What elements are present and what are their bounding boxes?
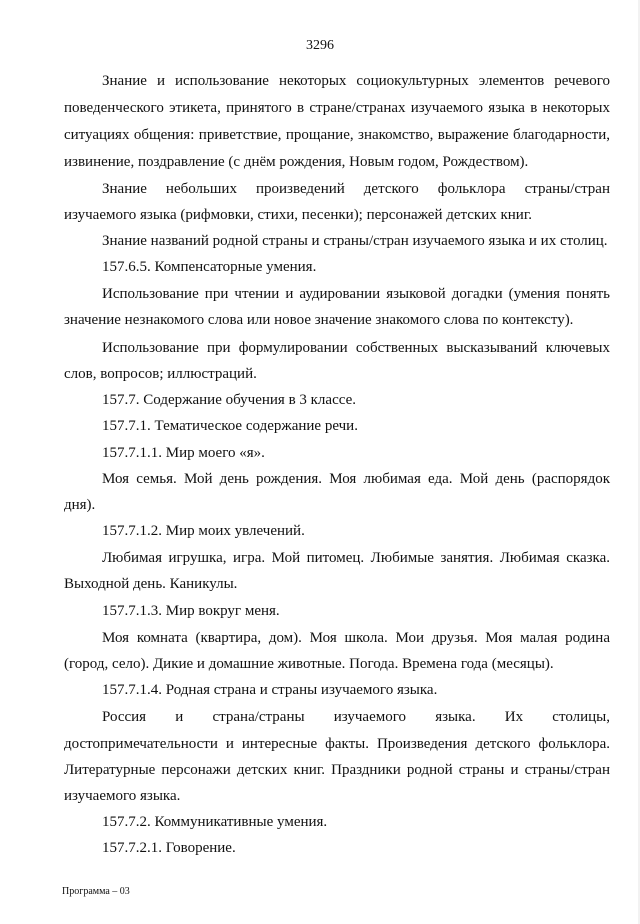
paragraph-line: Знание названий родной страны и страны/стран изучаемого языка и их столиц.	[102, 233, 608, 249]
paragraph-line: Любимая игрушка, игра. Мой питомец. Любимые занятия. Любимая сказка.	[102, 550, 610, 566]
paragraph-line: Знание и использование некоторых социокультурных элементов речевого	[102, 73, 610, 89]
paragraph-line: изучаемого языка.	[64, 788, 181, 804]
paragraph-line: ситуациях общения: приветствие, прощание, знакомство, выражение благодарности,	[64, 127, 610, 143]
paragraph-line: значение незнакомого слова или новое значение знакомого слова по контексту).	[64, 312, 574, 328]
paragraph-line: поведенческого этикета, принятого в стране/странах изучаемого языка в некоторых	[64, 100, 610, 116]
section-heading: 157.7.2. Коммуникативные умения.	[102, 814, 328, 830]
section-heading: 157.7. Содержание обучения в 3 классе.	[102, 392, 356, 408]
page-number: 3296	[306, 38, 334, 53]
paragraph-line: извинение, поздравление (с днём рождения, Новым годом, Рождеством).	[64, 154, 529, 170]
paragraph-line: Знание небольших произведений детского фольклора страны/стран	[102, 181, 610, 197]
section-heading: 157.7.1.2. Мир моих увлечений.	[102, 523, 305, 539]
paragraph-line: Использование при формулировании собственных высказываний ключевых	[102, 340, 610, 356]
section-heading: 157.6.5. Компенсаторные умения.	[102, 259, 317, 275]
section-heading: 157.7.1. Тематическое содержание речи.	[102, 418, 358, 434]
paragraph-line: (город, село). Дикие и домашние животные. Погода. Времена года (месяцы).	[64, 656, 554, 672]
paragraph-line: дня).	[64, 497, 96, 513]
paragraph-line: Россия и страна/страны изучаемого языка. Их столицы,	[102, 709, 610, 725]
section-heading: 157.7.1.4. Родная страна и страны изучаемого языка.	[102, 682, 438, 698]
paragraph-line: Выходной день. Каникулы.	[64, 576, 238, 592]
section-heading: 157.7.1.3. Мир вокруг меня.	[102, 603, 280, 619]
paragraph-line: изучаемого языка (рифмовки, стихи, песенки); персонажей детских книг.	[64, 207, 533, 223]
page-footer: Программа – 03	[62, 886, 130, 897]
section-heading: 157.7.2.1. Говорение.	[102, 840, 236, 856]
section-heading: 157.7.1.1. Мир моего «я».	[102, 445, 265, 461]
paragraph-line: Моя семья. Мой день рождения. Моя любимая еда. Мой день (распорядок	[102, 471, 610, 487]
paragraph-line: Моя комната (квартира, дом). Моя школа. Мои друзья. Моя малая родина	[102, 630, 610, 646]
paragraph-line: достопримечательности и интересные факты. Произведения детского фольклора.	[64, 736, 610, 752]
paragraph-line: Литературные персонажи детских книг. Праздники родной страны и страны/стран	[64, 762, 610, 778]
paragraph-line: слов, вопросов; иллюстраций.	[64, 366, 257, 382]
paragraph-line: Использование при чтении и аудировании языковой догадки (умения понять	[102, 286, 610, 302]
